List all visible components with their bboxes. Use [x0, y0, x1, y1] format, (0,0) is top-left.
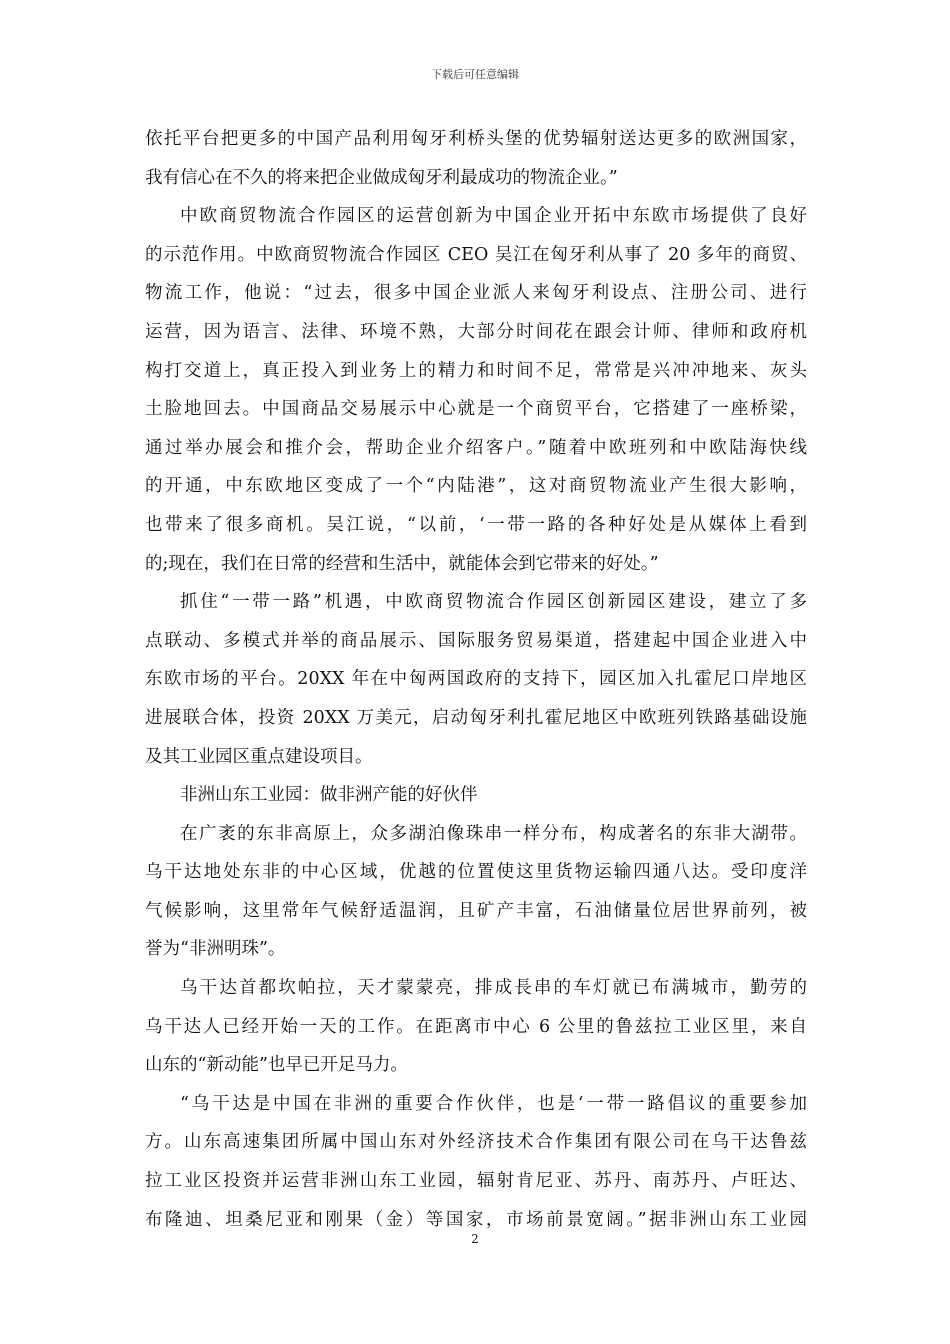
text-line: 的开通，中东欧地区变成了一个“内陆港”，这对商贸物流业产生很大影响，	[145, 476, 807, 497]
document-body	[145, 120, 807, 1239]
text-line: 的;现在，我们在日常的经营和生活中，就能体会到它带来的好处。”	[145, 553, 659, 574]
text-line: 进展联合体，投资 20XX 万美元，启动匈牙利扎霍尼地区中欧班列铁路基础设施	[145, 707, 807, 728]
text-line: 也带来了很多商机。吴江说，“以前，‘一带一路的各种好处是从媒体上看到	[145, 514, 807, 535]
text-line: 乌干达首都坎帕拉，天才蒙蒙亮，排成長串的车灯就已布满城市，勤劳的	[180, 978, 807, 999]
text-line: 布隆迪、坦桑尼亚和刚果（金）等国家，市场前景宽阔。”据非洲山东工业园	[145, 1209, 807, 1230]
text-line: 在广袤的东非高原上，众多湖泊像珠串一样分布，构成著名的东非大湖带。	[180, 823, 807, 844]
text-line: 中欧商贸物流合作园区的运营创新为中国企业开拓中东欧市场提供了良好	[180, 206, 807, 227]
text-line: 山东的“新动能”也早已开足马力。	[145, 1055, 408, 1076]
page-number: 2	[471, 1232, 479, 1246]
text-line: 及其工业园区重点建设项目。	[145, 746, 373, 767]
text-line: 方。山东高速集团所属中国山东对外经济技术合作集团有限公司在乌干达鲁兹	[145, 1132, 807, 1153]
text-line: 东欧市场的平台。20XX 年在中匈两国政府的支持下，园区加入扎霍尼口岸地区	[145, 669, 807, 690]
page-header: 下载后可任意编辑	[431, 68, 519, 81]
text-line: 拉工业区投资并运营非洲山东工业园，辐射肯尼亚、苏丹、南苏丹、卢旺达、	[145, 1171, 807, 1192]
text-line: 点联动、多模式并举的商品展示、国际服务贸易渠道，搭建起中国企业进入中	[145, 630, 807, 651]
text-line: 乌干达地处东非的中心区域，优越的位置使这里货物运输四通八达。受印度洋	[145, 862, 807, 883]
text-line: 非洲山东工业园：做非洲产能的好伙伴	[180, 785, 478, 806]
text-line: 构打交道上，真正投入到业务上的精力和时间不足，常常是兴冲冲地来、灰头	[145, 360, 807, 381]
text-line: 誉为“非洲明珠”。	[145, 939, 286, 960]
text-line: 气候影响，这里常年气候舒适温润，且矿产丰富，石油储量位居世界前列，被	[145, 900, 807, 921]
text-line: 运营，因为语言、法律、环境不熟，大部分时间花在跟会计师、律师和政府机	[145, 321, 807, 342]
text-line: 土脸地回去。中国商品交易展示中心就是一个商贸平台，它搭建了一座桥梁，	[145, 399, 807, 420]
text-line: 抓住“一带一路”机遇，中欧商贸物流合作园区创新园区建设，建立了多	[180, 592, 807, 613]
text-line: 通过举办展会和推介会，帮助企业介绍客户。”随着中欧班列和中欧陆海快线	[145, 437, 807, 458]
text-line: 物流工作，他说：“过去，很多中国企业派人来匈牙利设点、注册公司、进行	[145, 283, 807, 304]
text-line: 乌干达人已经开始一天的工作。在距离市中心 6 公里的鲁兹拉工业区里，来自	[145, 1016, 807, 1037]
text-line: 我有信心在不久的将来把企业做成匈牙利最成功的物流企业。”	[145, 167, 618, 188]
text-line: 依托平台把更多的中国产品利用匈牙利桥头堡的优势辐射送达更多的欧洲国家，	[145, 129, 807, 149]
text-line: “乌干达是中国在非洲的重要合作伙伴，也是‘一带一路倡议的重要参加	[180, 1093, 807, 1114]
text-line: 的示范作用。中欧商贸物流合作园区 CEO 吴江在匈牙利从事了 20 多年的商贸、	[145, 244, 807, 265]
